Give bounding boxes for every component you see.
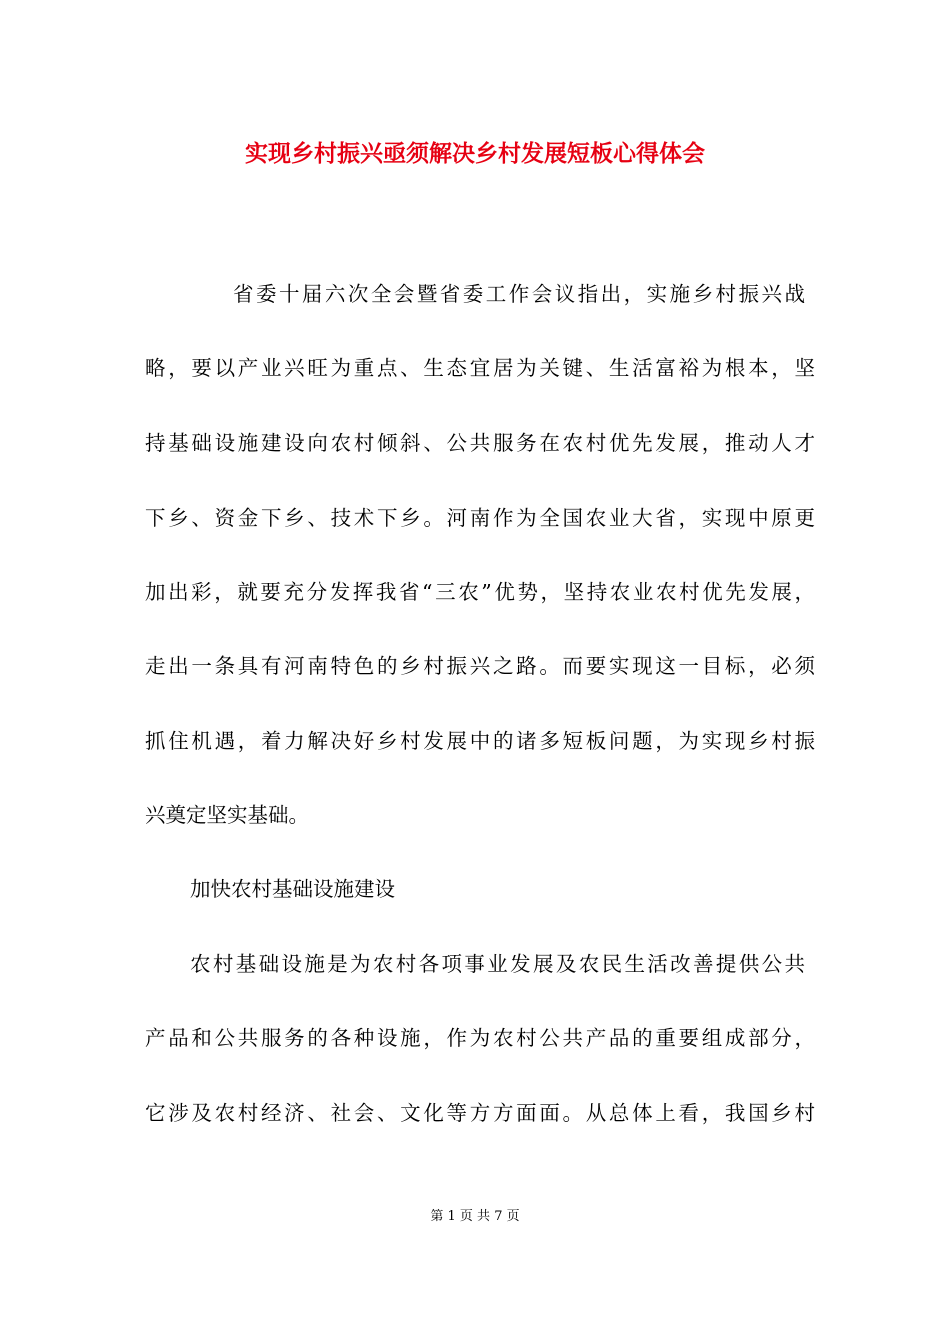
paragraph-line: 农村基础设施是为农村各项事业发展及农民生活改善提供公共	[190, 952, 805, 976]
paragraph-line: 省委十届六次全会暨省委工作会议指出，实施乡村振兴战	[233, 282, 805, 306]
paragraph-line: 兴奠定坚实基础。	[145, 803, 309, 827]
section-heading: 加快农村基础设施建设	[190, 877, 395, 901]
paragraph-line: 产品和公共服务的各种设施，作为农村公共产品的重要组成部分，	[145, 1026, 815, 1050]
document-title: 实现乡村振兴亟须解决乡村发展短板心得体会	[245, 140, 705, 167]
paragraph-line: 加出彩，就要充分发挥我省“三农”优势，坚持农业农村优先发展，	[145, 580, 815, 604]
paragraph-line: 下乡、资金下乡、技术下乡。河南作为全国农业大省，实现中原更	[145, 506, 815, 530]
paragraph-line: 走出一条具有河南特色的乡村振兴之路。而要实现这一目标，必须	[145, 654, 815, 678]
paragraph-line: 持基础设施建设向农村倾斜、公共服务在农村优先发展，推动人才	[145, 431, 815, 455]
page-footer: 第 1 页 共 7 页	[430, 1209, 520, 1224]
paragraph-line: 抓住机遇，着力解决好乡村发展中的诸多短板问题，为实现乡村振	[145, 729, 815, 753]
paragraph-line: 略，要以产业兴旺为重点、生态宜居为关键、生活富裕为根本，坚	[145, 356, 815, 380]
paragraph-line: 它涉及农村经济、社会、文化等方方面面。从总体上看，我国乡村	[145, 1101, 815, 1125]
